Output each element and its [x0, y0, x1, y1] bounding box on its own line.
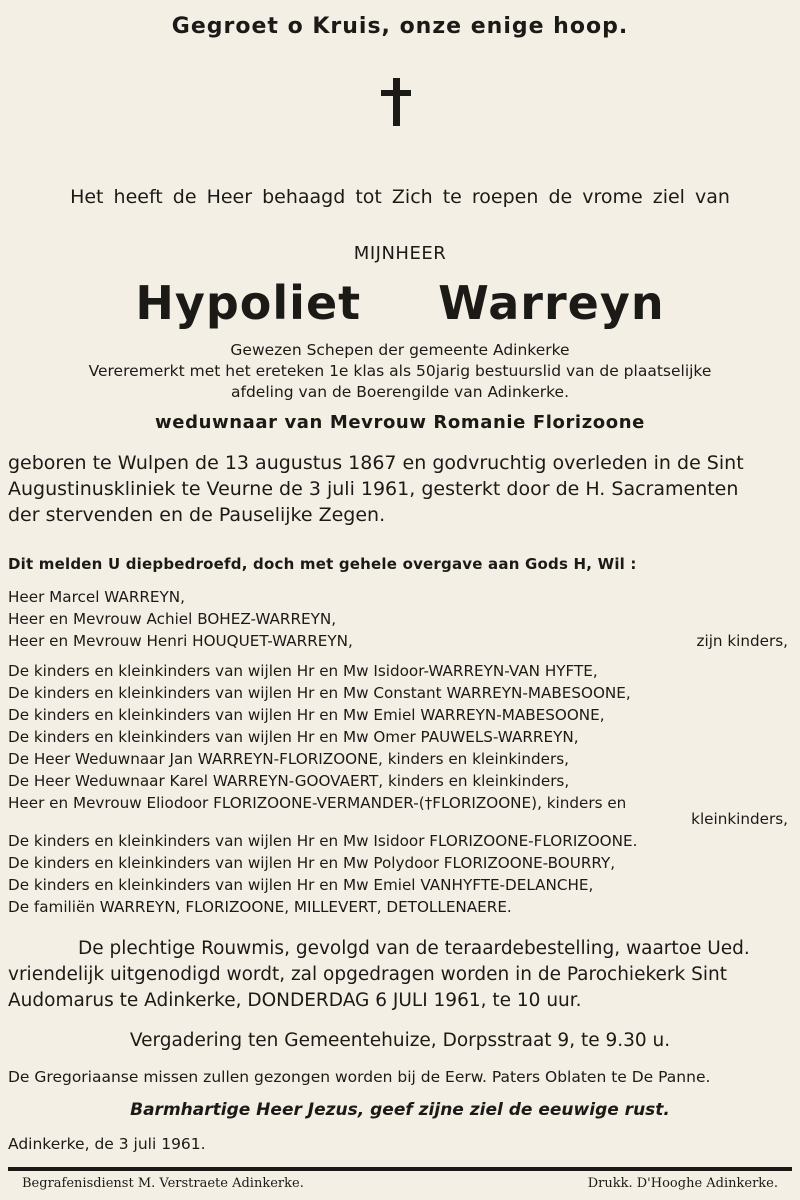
family-line: De Heer Weduwnaar Jan WARREYN-FLORIZOONE, kinders en kleinkinders, [8, 750, 569, 768]
family-line: De kinders en kleinkinders van wijlen Hr en Mw Isidoor-WARREYN-VAN HYFTE, [8, 662, 598, 680]
gathering: Vergadering ten Gemeentehuize, Dorpsstraat 9, te 9.30 u. [129, 1030, 671, 1051]
family-line: De kinders en kleinkinders van wijlen Hr en Mw Polydoor FLORIZOONE-BOURRY, [8, 854, 616, 872]
children-suffix: zijn kinders, [696, 632, 788, 650]
gregorian-masses: De Gregoriaanse missen zullen gezongen worden bij de Eerw. Paters Oblaten te De Panne. [8, 1068, 711, 1086]
family-line: De kinders en kleinkinders van wijlen Hr en Mw Isidoor FLORIZOONE-FLORIZOONE. [8, 832, 638, 850]
prayer: Barmhartige Heer Jezus, geef zijne ziel de eeuwige rust. [130, 1100, 670, 1120]
honorific: MIJNHEER [353, 243, 447, 264]
title-line: Vereremerkt met het ereteken 1e klas als 50jarig bestuurslid van de plaatselijke [88, 362, 712, 380]
family-line: De Heer Weduwnaar Karel WARREYN-GOOVAERT, kinders en kleinkinders, [8, 772, 570, 790]
titles [0, 340, 800, 403]
place-date: Adinkerke, de 3 juli 1961. [8, 1135, 206, 1153]
funeral-mass [8, 936, 788, 1014]
family-line: De familiën WARREYN, FLORIZOONE, MILLEVERT, DETOLLENAERE. [8, 898, 512, 916]
family-line: De kinders en kleinkinders van wijlen Hr en Mw Emiel WARREYN-MABESOONE, [8, 706, 605, 724]
footer-rule [8, 1167, 792, 1171]
bio-line: Augustinuskliniek te Veurne de 3 juli 1961, gesterkt door de H. Sacramenten [8, 478, 739, 500]
mass-line: De plechtige Rouwmis, gevolgd van de teraardebestelling, waartoe Ued. [78, 938, 750, 959]
widower-of: weduwnaar van Mevrouw Romanie Florizoone [155, 412, 645, 433]
family-line: Heer en Mevrouw Eliodoor FLORIZOONE-VERMANDER-(†FLORIZOONE), kinders en [8, 794, 627, 812]
title-line: Gewezen Schepen der gemeente Adinkerke [230, 341, 570, 359]
deceased-name: Hypoliet Warreyn [135, 276, 665, 330]
footer-funeral-service: Begrafenisdienst M. Verstraete Adinkerke. [22, 1176, 304, 1191]
heading: Gegroet o Kruis, onze enige hoop. [171, 14, 629, 39]
bio-line: der stervenden en de Pauselijke Zegen. [8, 504, 386, 526]
footer-printer: Drukk. D'Hooghe Adinkerke. [587, 1176, 778, 1191]
called-text: Het heeft de Heer behaagd tot Zich te roepen de vrome ziel van [70, 186, 730, 208]
family-line: De kinders en kleinkinders van wijlen Hr en Mw Constant WARREYN-MABESOONE, [8, 684, 631, 702]
family-line: Heer en Mevrouw Achiel BOHEZ-WARREYN, [8, 610, 337, 628]
title-line: afdeling van de Boerengilde van Adinkerke. [231, 383, 569, 401]
family-line: Heer en Mevrouw Henri HOUQUET-WARREYN, [8, 632, 353, 650]
biography [8, 450, 792, 528]
family-line-wrap: kleinkinders, [691, 810, 788, 828]
mass-line: Audomarus te Adinkerke, DONDERDAG 6 JULI 1961, te 10 uur. [8, 990, 582, 1011]
announcement: Dit melden U diepbedroefd, doch met gehele overgave aan Gods H, Wil : [8, 555, 637, 573]
latin-cross-icon [381, 78, 411, 126]
bio-line: geboren te Wulpen de 13 augustus 1867 en godvruchtig overleden in de Sint [8, 452, 744, 474]
family-line: De kinders en kleinkinders van wijlen Hr en Mw Emiel VANHYFTE-DELANCHE, [8, 876, 594, 894]
mass-line: vriendelijk uitgenodigd wordt, zal opgedragen worden in de Parochiekerk Sint [8, 964, 727, 985]
family-line: De kinders en kleinkinders van wijlen Hr en Mw Omer PAUWELS-WARREYN, [8, 728, 579, 746]
family-line: Heer Marcel WARREYN, [8, 588, 185, 606]
